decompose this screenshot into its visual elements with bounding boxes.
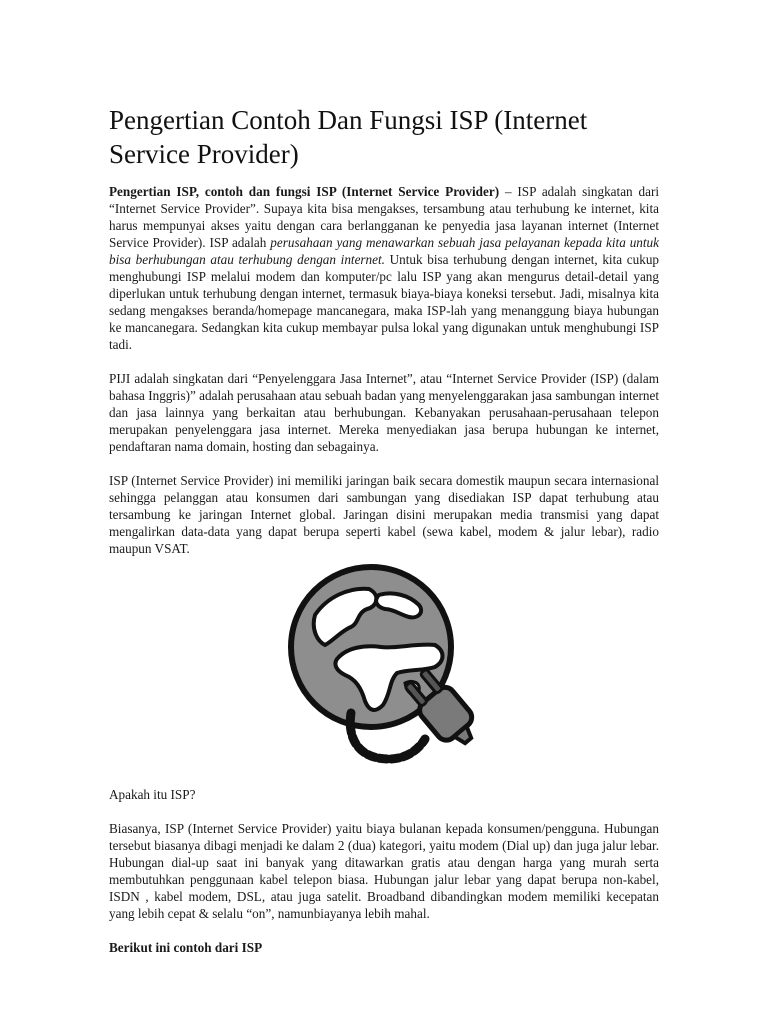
- illustration: [109, 563, 659, 781]
- section-heading-what-is-isp: Apakah itu ISP?: [109, 787, 196, 802]
- paragraph-text-b: Untuk bisa terhubung dengan internet, kita cukup menghubungi ISP melalui modem dan komputer/pc lalu ISP yang akan mengurus detail-detail yang diperlukan untuk terhubung dengan internet, termasuk biaya-biaya koneksi tersebut. Jadi, misalnya kita sedang mengakses beranda/homepage mancanegara, maka ISP-lah yang menanggung biaya hubungan ke mancanegara. Sedangkan kita cukup membayar pulsa lokal yang digunakan untuk menghubungi ISP tadi.: [109, 252, 660, 352]
- lead-phrase: Pengertian ISP, contoh dan fungsi ISP (Internet Service Provider): [109, 184, 500, 199]
- paragraph-piji: PIJI adalah singkatan dari “Penyelenggara Jasa Internet”, atau “Internet Service Provider (ISP) (dalam bahasa Inggris)” adalah perusahaan atau sebuah badan yang menyelenggarakan jasa sambungan internet dan jasa lainnya yang berkaitan atau berhubungan. Kebanyakan perusahaan-perusahaan telepon merupakan penyelenggara jasa internet. Mereka menyediakan jasa berupa hubungan ke internet, pendaftaran nama domain, hosting dan sebagainya.: [109, 371, 659, 454]
- paragraph-text-a: – ISP adalah singkatan dari “Internet Service Provider”. Supaya kita bisa mengakses, tersambung atau terhubung ke internet, kita harus mempunyai akses yaitu dengan cara berlangganan ke penyedia jasa layanan internet (Internet Service Provider). ISP adalah: [109, 184, 659, 250]
- globe-with-plug-icon: [285, 563, 485, 779]
- paragraph-italic: perusahaan yang menawarkan sebuah jasa pelayanan kepada kita untuk bisa berhubungan atau terhubung dengan internet.: [109, 235, 659, 267]
- paragraph-subscription: Biasanya, ISP (Internet Service Provider) yaitu biaya bulanan kepada konsumen/pengguna. Hubungan tersebut biasanya dibagi menjadi ke dalam 2 (dua) kategori, yaitu modem (Dial up) dan juga jalur lebar. Hubungan dial-up saat ini banyak yang ditawarkan gratis atau dengan harga yang murah serta membutuhkan penggunaan kabel telepon biasa. Hubungan jalur lebar yang dapat berupa non-kabel, ISDN , kabel modem, DSL, atau juga satelit. Broadband dibandingkan modem memiliki kecepatan yang lebih cepat & selalu “on”, namunbiayanya lebih mahal.: [109, 821, 659, 921]
- document-body: [109, 103, 659, 956]
- paragraph-network: ISP (Internet Service Provider) ini memiliki jaringan baik secara domestik maupun secara internasional sehingga pelanggan atau konsumen dari sambungan yang disediakan ISP dapat terhubung atau tersambung ke jaringan Internet global. Jaringan disini merupakan media transmisi yang dapat mengalirkan data-data yang dapat berupa seperti kabel (sewa kabel, modem & jalur lebar), radio maupun VSAT.: [109, 473, 659, 556]
- page-title: Pengertian Contoh Dan Fungsi ISP (Internet Service Provider): [109, 105, 588, 169]
- paragraph-definition: [109, 183, 659, 353]
- section-heading-examples: Berikut ini contoh dari ISP: [109, 940, 263, 955]
